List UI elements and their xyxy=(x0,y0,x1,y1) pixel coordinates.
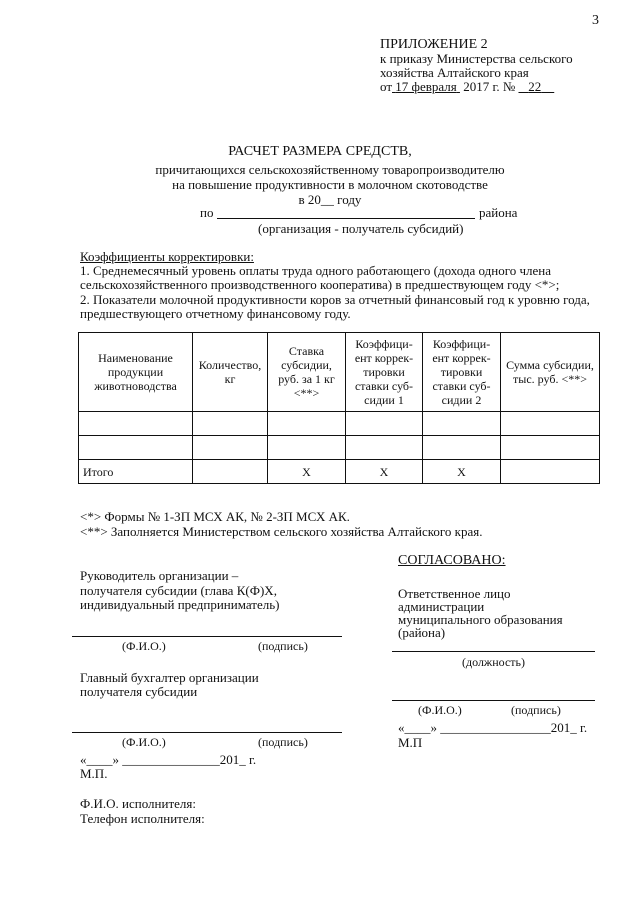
heading-line-4: в 20__ году xyxy=(298,192,362,207)
heading-line-3: на повышение продуктивности в молочном скотоводстве xyxy=(172,177,488,192)
right-signature-caption: (подпись) xyxy=(511,703,561,717)
total-label: Итого xyxy=(79,460,193,484)
table-cell[interactable] xyxy=(501,412,600,436)
position-line xyxy=(392,651,595,652)
header-coefficient-1: Коэффици-ент коррек-тировки ставки суб-сидии 1 xyxy=(346,333,423,412)
executor-name-label: Ф.И.О. исполнителя: xyxy=(80,796,196,811)
header-coefficient-2: Коэффици-ент коррек-тировки ставки суб-сидии 2 xyxy=(423,333,501,412)
appendix-block xyxy=(380,38,573,94)
left-stamp: М.П. xyxy=(80,766,108,781)
appendix-number-sign: № xyxy=(502,79,516,94)
coefficient-item-2-line-2: предшествующего отчетному финансовому году. xyxy=(80,306,351,321)
appendix-number-text: 22 xyxy=(528,79,542,94)
organization-caption: (организация - получатель субсидий) xyxy=(258,221,464,236)
appendix-title: ПРИЛОЖЕНИЕ 2 xyxy=(380,37,488,52)
appendix-date-value xyxy=(392,79,460,94)
table-total-row xyxy=(79,460,600,484)
appendix-date-prefix: от xyxy=(380,79,393,94)
table-row xyxy=(79,412,600,436)
organization-line xyxy=(217,218,475,219)
accountant-fio-caption: (Ф.И.О.) xyxy=(122,735,166,749)
total-coefficient-2-x: X xyxy=(423,460,501,484)
appendix-line-1: к приказу Министерства сельского xyxy=(380,51,573,66)
page-number: 3 xyxy=(592,13,599,28)
table-header-row xyxy=(79,333,600,412)
footnote-2: <**> Заполняется Министерством сельского хозяйства Алтайского края. xyxy=(80,524,483,539)
appendix-date-text: 17 февраля xyxy=(395,79,457,94)
appendix-number-value xyxy=(518,79,554,94)
total-rate-x: X xyxy=(268,460,346,484)
right-signature-line xyxy=(392,700,595,701)
table-cell[interactable] xyxy=(79,436,193,460)
appendix-year: 2017 г. xyxy=(463,79,500,94)
right-fio-caption: (Ф.И.О.) xyxy=(418,703,462,717)
heading-line-2: причитающихся сельскохозяйственному товаропроизводителю xyxy=(155,162,505,177)
left-date-line: «____» _______________201_ г. xyxy=(80,752,257,767)
total-quantity-cell[interactable] xyxy=(193,460,268,484)
header-product: Наименование продукции животноводства xyxy=(79,333,193,412)
executor-phone-label: Телефон исполнителя: xyxy=(80,811,205,826)
appendix-date-line xyxy=(380,80,573,94)
head-line-1: Руководитель организации – xyxy=(80,568,239,583)
coefficients-title: Коэффициенты корректировки: xyxy=(80,249,254,264)
right-stamp: М.П xyxy=(398,735,423,750)
head-line-3: индивидуальный предприниматель) xyxy=(80,597,280,612)
accountant-line-2: получателя субсидии xyxy=(80,684,198,699)
header-quantity: Количество, кг xyxy=(193,333,268,412)
responsible-line-3: муниципального образования xyxy=(398,612,563,627)
table-cell[interactable] xyxy=(268,412,346,436)
position-caption: (должность) xyxy=(462,655,525,669)
heading-title: РАСЧЕТ РАЗМЕРА СРЕДСТВ, xyxy=(228,144,412,159)
table-cell[interactable] xyxy=(423,412,501,436)
table-cell[interactable] xyxy=(501,436,600,460)
head-fio-caption: (Ф.И.О.) xyxy=(122,639,166,653)
header-rate: Ставка субсидии, руб. за 1 кг <**> xyxy=(268,333,346,412)
right-date-line: «____» _________________201_ г. xyxy=(398,720,588,735)
head-signature-caption: (подпись) xyxy=(258,639,308,653)
accountant-signature-caption: (подпись) xyxy=(258,735,308,749)
responsible-line-1: Ответственное лицо xyxy=(398,586,511,601)
header-amount: Сумма субсидии, тыс. руб. <**> xyxy=(501,333,600,412)
footnote-1: <*> Формы № 1-ЗП МСХ АК, № 2-ЗП МСХ АК. xyxy=(80,509,350,524)
accountant-signature-line xyxy=(72,732,342,733)
accountant-line-1: Главный бухгалтер организации xyxy=(80,670,259,685)
table-cell[interactable] xyxy=(423,436,501,460)
table-cell[interactable] xyxy=(79,412,193,436)
total-amount-cell[interactable] xyxy=(501,460,600,484)
table-cell[interactable] xyxy=(193,412,268,436)
coefficient-item-2-line-1: 2. Показатели молочной продуктивности коров за отчетный финансовый год к уровню года, xyxy=(80,292,590,307)
heading-by: по xyxy=(200,205,214,220)
responsible-line-2: администрации xyxy=(398,599,485,614)
appendix-line-2: хозяйства Алтайского края xyxy=(380,65,529,80)
head-line-2: получателя субсидии (глава К(Ф)Х, xyxy=(80,583,277,598)
table-cell[interactable] xyxy=(346,436,423,460)
coefficient-item-1-line-2: сельскохозяйственного производственного кооператива) в предшествующем году <*>; xyxy=(80,277,560,292)
responsible-line-4: (района) xyxy=(398,625,446,640)
coefficient-item-1-line-1: 1. Среднемесячный уровень оплаты труда одного работающего (дохода одного члена xyxy=(80,263,552,278)
subsidy-table xyxy=(78,332,600,484)
heading-district: района xyxy=(479,205,518,220)
table-cell[interactable] xyxy=(268,436,346,460)
total-coefficient-1-x: X xyxy=(346,460,423,484)
agreed-label: СОГЛАСОВАНО: xyxy=(398,553,506,568)
table-cell[interactable] xyxy=(346,412,423,436)
table-row xyxy=(79,436,600,460)
table-cell[interactable] xyxy=(193,436,268,460)
head-signature-line xyxy=(72,636,342,637)
